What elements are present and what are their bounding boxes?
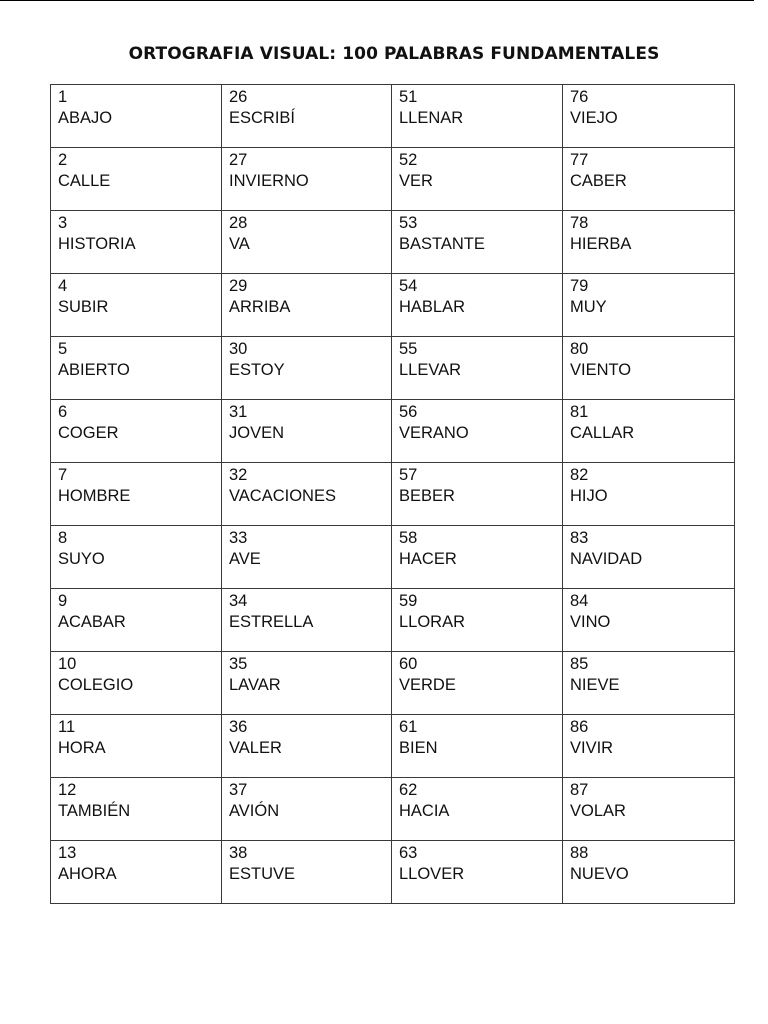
word-cell	[392, 463, 563, 526]
word-number: 81	[570, 403, 589, 421]
word-cell	[51, 589, 222, 652]
word-number: 30	[229, 340, 248, 358]
word-text: CALLAR	[570, 424, 635, 442]
word-number: 55	[399, 340, 418, 358]
word-text: ESCRIBÍ	[229, 109, 296, 127]
word-cell	[392, 715, 563, 778]
word-table	[50, 84, 735, 904]
word-number: 79	[570, 277, 589, 295]
word-number: 78	[570, 214, 589, 232]
word-text: COLEGIO	[58, 676, 134, 694]
word-number: 2	[58, 151, 68, 169]
word-number: 5	[58, 340, 68, 358]
word-cell	[392, 148, 563, 211]
word-number: 7	[58, 466, 68, 484]
word-text: ESTUVE	[229, 865, 296, 883]
word-number: 76	[570, 88, 589, 106]
word-text: HORA	[58, 739, 106, 757]
word-cell	[222, 463, 392, 526]
word-cell	[563, 526, 735, 589]
table-row	[51, 715, 735, 778]
word-number: 56	[399, 403, 418, 421]
word-text: HOMBRE	[58, 487, 131, 505]
word-cell	[222, 400, 392, 463]
table-row	[51, 274, 735, 337]
word-text: LLOVER	[399, 865, 465, 883]
word-number: 80	[570, 340, 589, 358]
word-cell	[563, 400, 735, 463]
word-number: 83	[570, 529, 589, 547]
word-number: 59	[399, 592, 418, 610]
word-cell	[222, 589, 392, 652]
word-cell	[563, 85, 735, 148]
word-cell	[222, 148, 392, 211]
word-number: 1	[58, 88, 68, 106]
word-cell	[392, 400, 563, 463]
word-number: 8	[58, 529, 68, 547]
word-text: HIJO	[570, 487, 608, 505]
word-text: HISTORIA	[58, 235, 136, 253]
word-text: SUYO	[58, 550, 105, 568]
word-text: SUBIR	[58, 298, 109, 316]
word-cell	[222, 841, 392, 904]
word-text: NAVIDAD	[570, 550, 643, 568]
word-cell	[222, 274, 392, 337]
word-number: 3	[58, 214, 68, 232]
word-text: CABER	[570, 172, 627, 190]
word-cell	[222, 211, 392, 274]
word-number: 9	[58, 592, 68, 610]
word-text: NIEVE	[570, 676, 620, 694]
word-cell	[563, 715, 735, 778]
word-number: 58	[399, 529, 418, 547]
word-text: AVE	[229, 550, 261, 568]
table-row	[51, 526, 735, 589]
word-text: BIEN	[399, 739, 438, 757]
word-text: VIEJO	[570, 109, 618, 127]
word-text: VA	[229, 235, 250, 253]
word-number: 84	[570, 592, 589, 610]
word-cell	[563, 652, 735, 715]
table-row	[51, 463, 735, 526]
word-text: AVIÓN	[229, 802, 280, 820]
word-text: HABLAR	[399, 298, 466, 316]
word-cell	[222, 652, 392, 715]
word-number: 4	[58, 277, 68, 295]
word-cell	[392, 778, 563, 841]
word-text: LLEVAR	[399, 361, 462, 379]
word-cell	[51, 148, 222, 211]
table-row	[51, 778, 735, 841]
word-cell	[563, 778, 735, 841]
word-text: LAVAR	[229, 676, 281, 694]
word-text: HIERBA	[570, 235, 632, 253]
word-text: COGER	[58, 424, 119, 442]
word-cell	[222, 85, 392, 148]
word-number: 85	[570, 655, 589, 673]
word-cell	[51, 337, 222, 400]
word-text: AHORA	[58, 865, 117, 883]
word-number: 27	[229, 151, 248, 169]
table-row	[51, 337, 735, 400]
word-cell	[51, 526, 222, 589]
word-text: HACER	[399, 550, 457, 568]
word-cell	[51, 652, 222, 715]
word-text: ESTOY	[229, 361, 285, 379]
word-cell	[51, 778, 222, 841]
word-text: VER	[399, 172, 433, 190]
word-number: 29	[229, 277, 248, 295]
word-cell	[563, 841, 735, 904]
word-number: 88	[570, 844, 589, 862]
word-number: 31	[229, 403, 248, 421]
word-cell	[563, 274, 735, 337]
word-text: VERANO	[399, 424, 469, 442]
word-text: ABIERTO	[58, 361, 130, 379]
word-cell	[392, 589, 563, 652]
word-text: VIENTO	[570, 361, 632, 379]
word-number: 33	[229, 529, 248, 547]
word-number: 28	[229, 214, 248, 232]
word-number: 26	[229, 88, 248, 106]
word-text: VACACIONES	[229, 487, 336, 505]
table-row	[51, 652, 735, 715]
word-cell	[563, 148, 735, 211]
top-rule	[0, 0, 754, 1]
word-number: 86	[570, 718, 589, 736]
word-text: HACIA	[399, 802, 450, 820]
word-number: 53	[399, 214, 418, 232]
word-cell	[392, 85, 563, 148]
word-text: VOLAR	[570, 802, 626, 820]
table-row	[51, 148, 735, 211]
word-cell	[563, 589, 735, 652]
word-text: BEBER	[399, 487, 455, 505]
word-number: 38	[229, 844, 248, 862]
word-number: 32	[229, 466, 248, 484]
word-cell	[392, 526, 563, 589]
word-cell	[51, 211, 222, 274]
word-text: TAMBIÉN	[58, 802, 131, 820]
word-text: ABAJO	[58, 109, 113, 127]
word-cell	[51, 715, 222, 778]
word-cell	[392, 337, 563, 400]
word-number: 77	[570, 151, 589, 169]
word-cell	[222, 778, 392, 841]
word-number: 57	[399, 466, 418, 484]
word-cell	[51, 463, 222, 526]
word-text: VIVIR	[570, 739, 614, 757]
word-number: 35	[229, 655, 248, 673]
word-text: LLENAR	[399, 109, 464, 127]
word-number: 34	[229, 592, 248, 610]
word-number: 10	[58, 655, 77, 673]
word-number: 61	[399, 718, 418, 736]
word-number: 82	[570, 466, 589, 484]
word-number: 62	[399, 781, 418, 799]
word-cell	[51, 85, 222, 148]
word-number: 13	[58, 844, 77, 862]
word-cell	[563, 463, 735, 526]
table-row	[51, 211, 735, 274]
word-number: 63	[399, 844, 418, 862]
word-text: VERDE	[399, 676, 456, 694]
word-number: 6	[58, 403, 68, 421]
word-text: JOVEN	[229, 424, 285, 442]
word-cell	[222, 526, 392, 589]
word-text: MUY	[570, 298, 607, 316]
word-cell	[392, 211, 563, 274]
word-number: 12	[58, 781, 77, 799]
word-number: 54	[399, 277, 418, 295]
word-cell	[51, 400, 222, 463]
word-cell	[222, 715, 392, 778]
word-number: 11	[58, 718, 76, 736]
table-row	[51, 841, 735, 904]
word-text: LLORAR	[399, 613, 466, 631]
word-text: INVIERNO	[229, 172, 309, 190]
word-text: BASTANTE	[399, 235, 485, 253]
word-cell	[563, 211, 735, 274]
word-number: 36	[229, 718, 248, 736]
table-row	[51, 589, 735, 652]
word-text: ESTRELLA	[229, 613, 314, 631]
word-table-body	[51, 85, 735, 904]
word-cell	[392, 841, 563, 904]
word-cell	[51, 274, 222, 337]
word-number: 37	[229, 781, 248, 799]
word-number: 60	[399, 655, 418, 673]
word-number: 52	[399, 151, 418, 169]
word-text: ARRIBA	[229, 298, 291, 316]
word-number: 51	[399, 88, 418, 106]
word-cell	[51, 841, 222, 904]
table-row	[51, 85, 735, 148]
word-cell	[563, 337, 735, 400]
word-cell	[392, 274, 563, 337]
word-text: NUEVO	[570, 865, 629, 883]
word-text: CALLE	[58, 172, 111, 190]
table-row	[51, 400, 735, 463]
word-text: VALER	[229, 739, 282, 757]
page-title: ORTOGRAFIA VISUAL: 100 PALABRAS FUNDAMENTALES	[128, 44, 660, 64]
word-text: VINO	[570, 613, 611, 631]
word-cell	[392, 652, 563, 715]
word-cell	[222, 337, 392, 400]
word-text: ACABAR	[58, 613, 126, 631]
word-number: 87	[570, 781, 589, 799]
